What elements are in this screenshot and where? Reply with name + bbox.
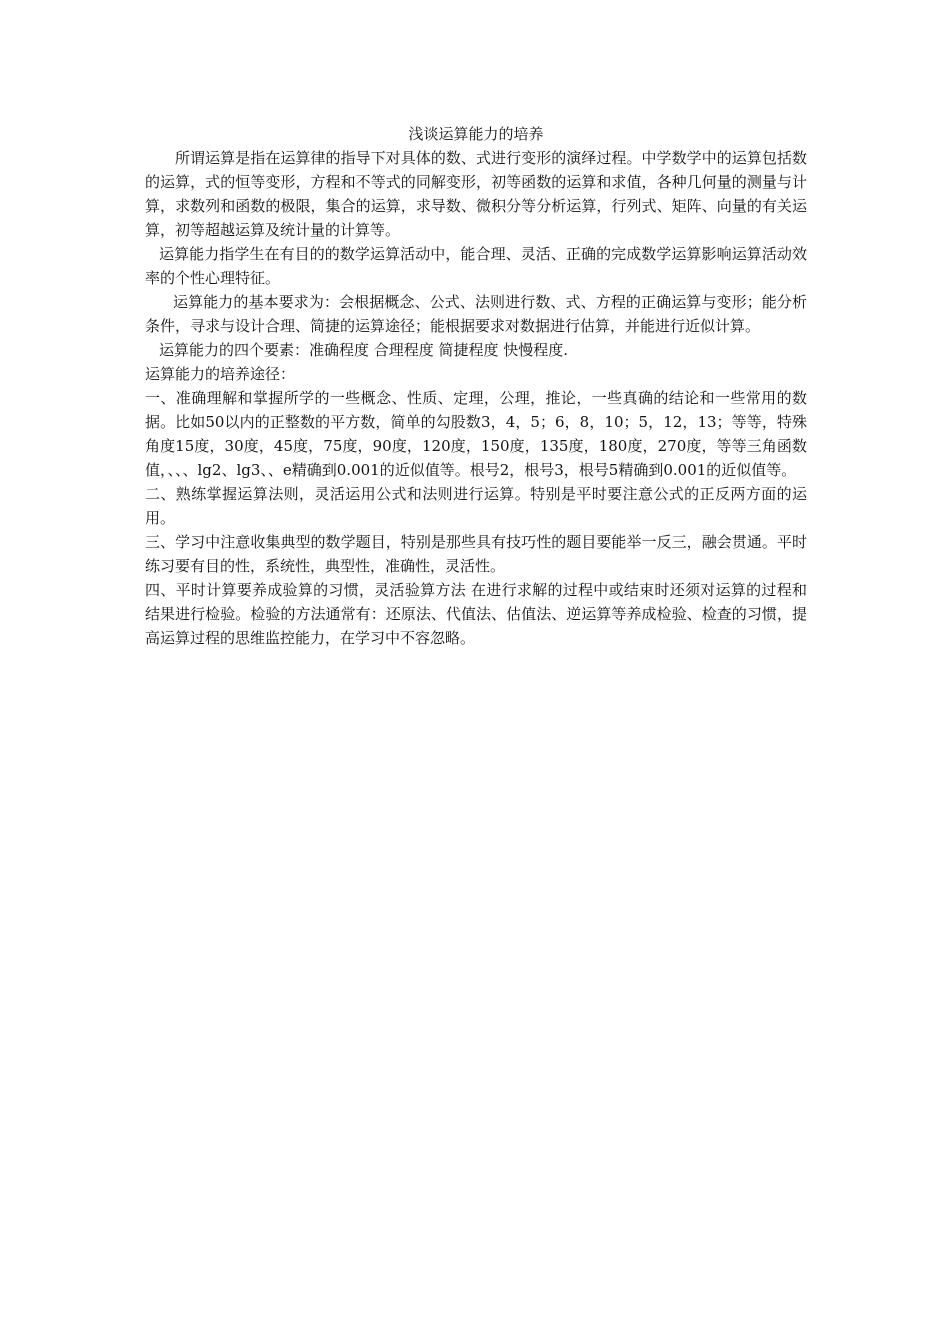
paragraph-basic-requirements: 运算能力的基本要求为：会根据概念、公式、法则进行数、式、方程的正确运算与变形；能分析条件，寻求与设计合理、简捷的运算途径；能根据要求对数据进行估算，并能进行近似计算。 bbox=[145, 293, 807, 335]
paragraph-point-three: 三、学习中注意收集典型的数学题目，特别是那些具有技巧性的题目要能举一反三，融会贯通。平时练习要有目的性，系统性，典型性，准确性，灵活性。 bbox=[145, 533, 807, 575]
paragraph-cultivation-heading: 运算能力的培养途径： bbox=[145, 365, 296, 383]
paragraph-ability-definition: 运算能力指学生在有目的的数学运算活动中，能合理、灵活、正确的完成数学运算影响运算活动效率的个性心理特征。 bbox=[145, 245, 807, 287]
paragraph-four-elements: 运算能力的四个要素：准确程度 合理程度 简捷程度 快慢程度. bbox=[159, 341, 569, 359]
paragraph-point-four: 四、平时计算要养成验算的习惯，灵活验算方法 在进行求解的过程中或结束时还须对运算的过程和结果进行检验。检验的方法通常有：还原法、代值法、估值法、逆运算等养成检验、检查的习惯，提高运算过程的思维监控能力，在学习中不容忽略。 bbox=[145, 581, 807, 647]
paragraph-definition: 所谓运算是指在运算律的指导下对具体的数、式进行变形的演绎过程。中学数学中的运算包括数的运算，式的恒等变形，方程和不等式的同解变形，初等函数的运算和求值，各种几何量的测量与计算，求数列和函数的极限，集合的运算，求导数、微积分等分析运算，行列式、矩阵、向量的有关运算，初等超越运算及统计量的计算等。 bbox=[145, 149, 807, 239]
paragraph-point-two: 二、熟练掌握运算法则，灵活运用公式和法则进行运算。特别是平时要注意公式的正反两方面的运用。 bbox=[145, 485, 807, 527]
document-page bbox=[145, 122, 807, 650]
paragraph-point-one: 一、准确理解和掌握所学的一些概念、性质、定理，公理，推论，一些真确的结论和一些常用的数据。比如50以内的正整数的平方数，简单的勾股数3，4，5；6，8，10；5，12，13；等等，特殊角度15度，30度，45度，75度，90度，120度，150度，135度，180度，270度，等等三角函数值，、、、lg2、lg3、、e精确到0.001的近似值等。根号2，根号3，根号5精确到0.001的近似值等。 bbox=[145, 389, 807, 479]
document-title: 浅谈运算能力的培养 bbox=[408, 125, 544, 143]
